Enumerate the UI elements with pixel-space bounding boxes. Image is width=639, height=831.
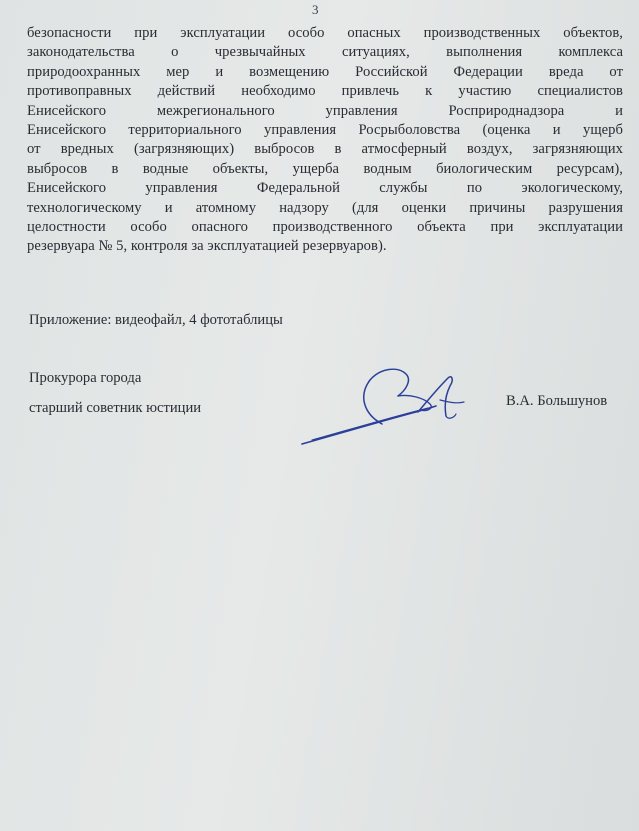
body-line: законодательства о чрезвычайных ситуациях, выполнения комплекса: [27, 44, 623, 61]
body-line: противоправных действий необходимо привлечь к участию специалистов: [27, 83, 623, 100]
body-line: целостности особо опасного производственного объекта при эксплуатации: [27, 219, 623, 236]
signer-rank: старший советник юстиции: [29, 400, 202, 416]
body-line: резервуара № 5, контроля за эксплуатацией резервуаров).: [27, 238, 387, 255]
body-line: от вредных (загрязняющих) выбросов в атмосферный воздух, загрязняющих: [27, 141, 623, 158]
handwritten-signature: [298, 360, 478, 450]
body-line: Енисейского межрегионального управления Росприроднадзора и: [27, 102, 623, 119]
body-line: технологическому и атомному надзору (для оценки причины разрушения: [27, 199, 623, 216]
attachment-note: Приложение: видеофайл, 4 фототаблицы: [29, 312, 283, 328]
body-line: Енисейского управления Федеральной службы по экологическому,: [27, 180, 623, 197]
body-line: природоохранных мер и возмещению Российской Федерации вреда от: [27, 63, 623, 80]
body-text: [27, 24, 623, 257]
page-number: 3: [312, 2, 319, 17]
signer-position-title: Прокурора города: [29, 370, 142, 386]
body-line: выбросов в водные объекты, ущерба водным биологическим ресурсам),: [27, 160, 623, 177]
body-line: Енисейского территориального управления Росрыболовства (оценка и ущерб: [27, 122, 623, 139]
signer-name: В.А. Большунов: [506, 393, 608, 409]
body-line: безопасности при эксплуатации особо опасных производственных объектов,: [27, 25, 623, 41]
